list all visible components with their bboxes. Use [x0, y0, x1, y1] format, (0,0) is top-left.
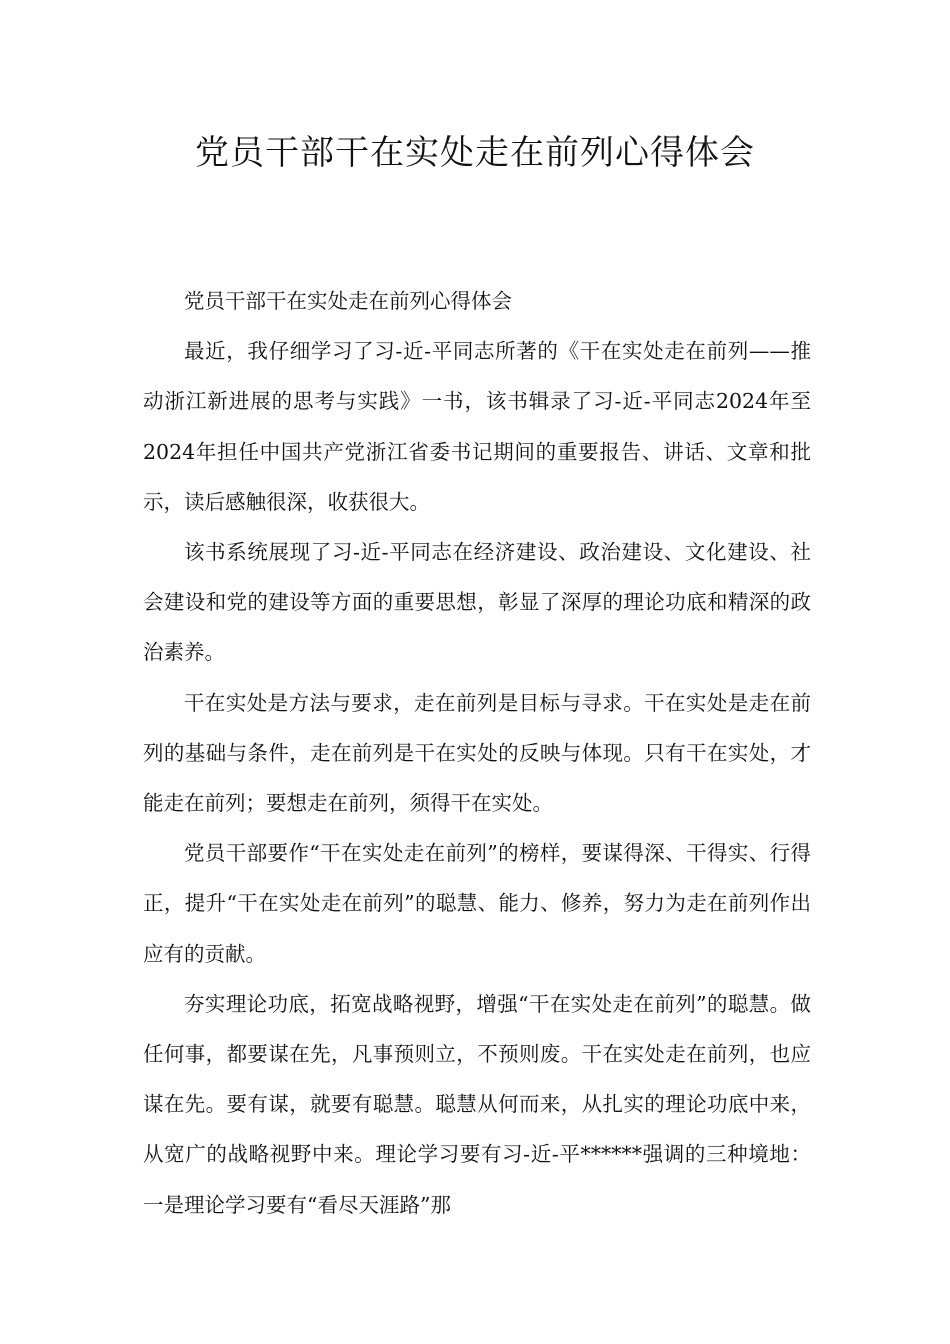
document-body — [143, 276, 811, 1230]
paragraph: 该书系统展现了习-近-平同志在经济建设、政治建设、文化建设、社会建设和党的建设等方面的重要思想，彰显了深厚的理论功底和精深的政治素养。 — [143, 540, 811, 665]
paragraph-subtitle: 党员干部干在实处走在前列心得体会 — [184, 289, 512, 313]
paragraph: 夯实理论功底，拓宽战略视野，增强“干在实处走在前列”的聪慧。做任何事，都要谋在先，凡事预则立，不预则废。干在实处走在前列，也应谋在先。要有谋，就要有聪慧。聪慧从何而来，从扎实的理论功底中来，从宽广的战略视野中来。理论学习要有习-近-平******强调的三种境地：一是理论学习要有“看尽天涯路”那 — [143, 991, 811, 1217]
document-title: 党员干部干在实处走在前列心得体会 — [195, 133, 755, 173]
paragraph: 干在实处是方法与要求，走在前列是目标与寻求。干在实处是走在前列的基础与条件，走在前列是干在实处的反映与体现。只有干在实处，才能走在前列；要想走在前列，须得干在实处。 — [143, 690, 811, 816]
paragraph: 最近，我仔细学习了习-近-平同志所著的《干在实处走在前列——推动浙江新进展的思考与实践》一书，该书辑录了习-近-平同志2024年至2024年担任中国共产党浙江省委书记期间的重要报告、讲话、文章和批示，读后感触很深，收获很大。 — [143, 339, 811, 514]
paragraph: 党员干部要作“干在实处走在前列”的榜样，要谋得深、干得实、行得正，提升“干在实处走在前列”的聪慧、能力、修养，努力为走在前列作出应有的贡献。 — [143, 841, 811, 966]
